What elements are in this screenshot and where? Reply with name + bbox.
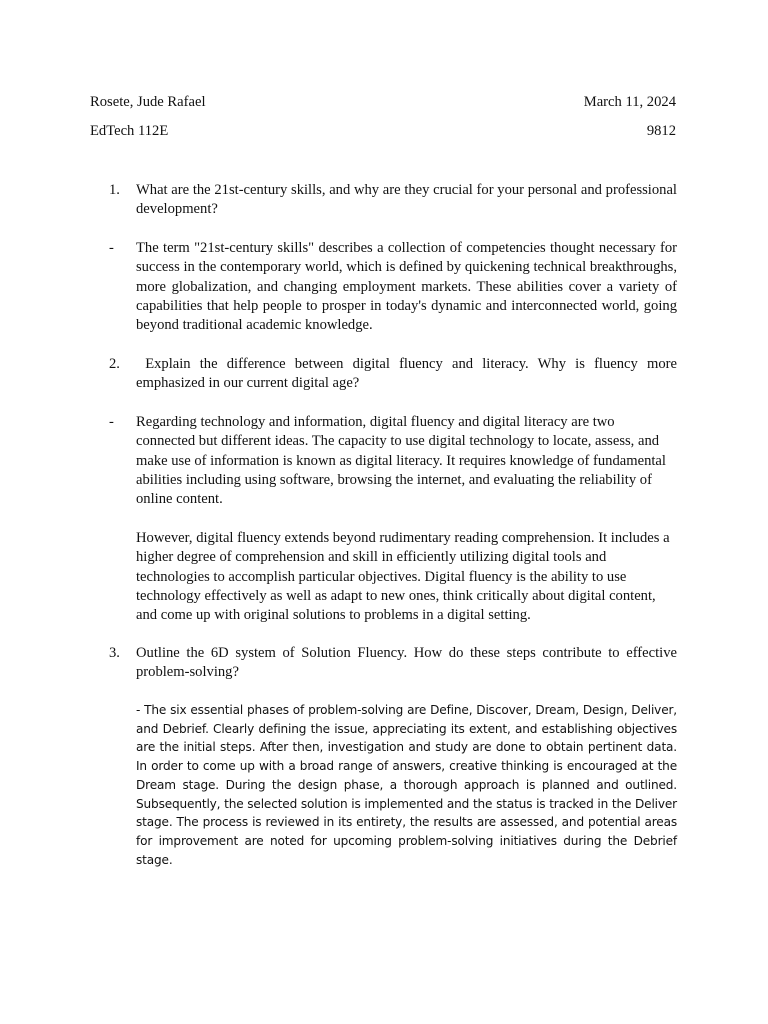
answer-2 xyxy=(109,413,677,509)
course-code: 9812 xyxy=(646,123,676,139)
answer-text: However, digital fluency extends beyond rudimentary reading comprehension. It includes a higher degree of comprehension and skill in efficiently utilizing digital tools and technologies to accomplish particular objectives. Digital fluency is the ability to use technology effectively as well as adapt to new ones, think critically about digital content, and come up with original solutions to problems in a digital setting. xyxy=(136,530,670,624)
question-number: 2. xyxy=(109,356,120,372)
course-name: EdTech 112E xyxy=(90,123,169,139)
header-row-1 xyxy=(90,93,676,112)
question-3 xyxy=(109,644,677,683)
document-date: March 11, 2024 xyxy=(583,94,676,110)
question-text: Outline the 6D system of Solution Fluency. How do these steps contribute to effective problem-solving? xyxy=(136,645,677,681)
question-2 xyxy=(109,355,681,394)
question-text: Explain the difference between digital fluency and literacy. Why is fluency more emphasized in our current digital age? xyxy=(136,356,681,392)
answer-text: The term "21st-century skills" describes a collection of competencies thought necessary for success in the contemporary world, which is defined by quickening technical breakthroughs, more globalization, and changing employment markets. These abilities cover a variety of capabilities that help people to prosper in today's dynamic and interconnected world, going beyond traditional academic knowledge. xyxy=(136,240,677,334)
question-text: What are the 21st-century skills, and why are they crucial for your personal and professional development? xyxy=(136,182,677,218)
question-1 xyxy=(109,181,677,220)
answer-2-continued xyxy=(136,529,677,625)
answer-1 xyxy=(109,239,677,335)
question-number: 1. xyxy=(109,182,120,198)
student-name: Rosete, Jude Rafael xyxy=(90,94,206,110)
header-row-2 xyxy=(90,122,676,141)
answer-bullet: - xyxy=(109,414,114,430)
answer-3: - The six essential phases of problem-solving are Define, Discover, Dream, Design, Deliver, and Debrief. Clearly defining the issue, appreciating its extent, and establishing objectives are the initial steps. After then, investigation and study are done to obtain pertinent data. In order to come up with a broad range of answers, creative thinking is encouraged at the Dream stage. During the design phase, a thorough approach is planned and outlined. Subsequently, the selected solution is implemented and the status is tracked in the Deliver stage. The process is reviewed in its entirety, the results are assessed, and potential areas for improvement are noted for upcoming problem-solving initiatives during the Debrief stage. xyxy=(136,703,677,867)
answer-text: Regarding technology and information, digital fluency and digital literacy are two connected but different ideas. The capacity to use digital technology to locate, assess, and make use of information is known as digital literacy. It requires knowledge of fundamental abilities including using software, browsing the internet, and evaluating the reliability of online content. xyxy=(136,414,666,508)
question-number: 3. xyxy=(109,645,120,661)
answer-bullet: - xyxy=(109,240,114,256)
